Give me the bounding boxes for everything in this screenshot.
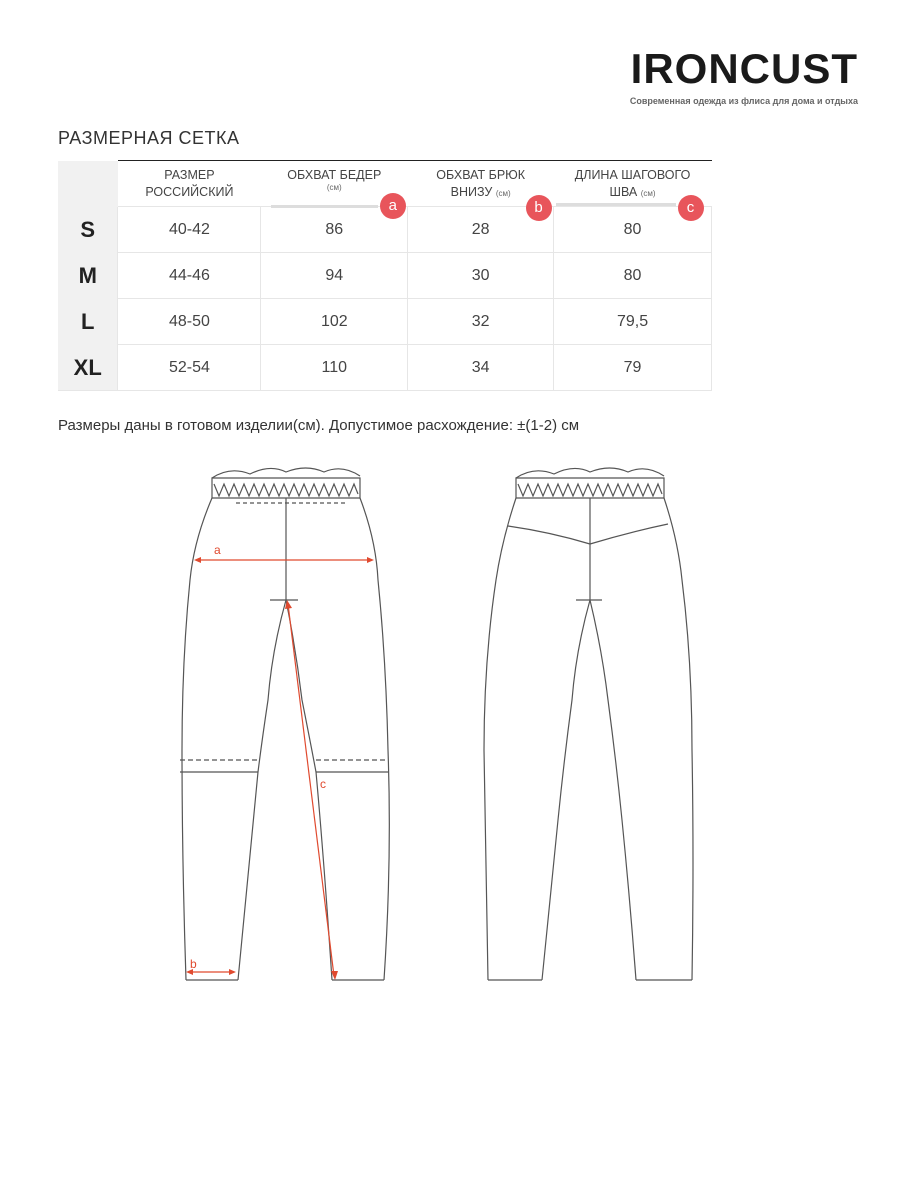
bottom-cell: 28: [408, 207, 554, 253]
size-ru-cell: 44-46: [118, 253, 261, 299]
header-hip-line1: ОБХВАТ БЕДЕР: [287, 168, 382, 182]
hip-cell: 110: [261, 345, 408, 391]
inseam-cell: 79,5: [554, 299, 712, 345]
measurement-note: Размеры даны в готовом изделии(см). Допустимое расхождение: ±(1-2) см: [58, 417, 580, 434]
table-row: [58, 299, 712, 345]
page-title: РАЗМЕРНАЯ СЕТКА: [58, 128, 240, 148]
header-inseam: [554, 161, 712, 216]
header-size-ru: [118, 161, 261, 207]
arrow-a-left: [194, 557, 201, 563]
header-bottom-unit: (см): [495, 189, 511, 198]
size-table: [58, 160, 712, 391]
header-corner: [58, 161, 118, 207]
size-letter: L: [58, 299, 118, 345]
badge-c: c: [678, 195, 704, 221]
size-ru-cell: 40-42: [118, 207, 261, 253]
header-size-ru-line2: РОССИЙСКИЙ: [145, 185, 234, 199]
hip-cell: 94: [261, 253, 408, 299]
pants-back-outline: [484, 468, 693, 980]
header-hip: [261, 161, 408, 214]
header-bottom: [408, 161, 554, 216]
inseam-cell: 80: [554, 253, 712, 299]
header-hip-unit: (см): [326, 183, 342, 192]
brand-logo: [600, 45, 858, 106]
inseam-cell: 79: [554, 345, 712, 391]
table-header-row: [58, 161, 712, 207]
measure-line-c: [288, 604, 334, 976]
table-row: [58, 253, 712, 299]
badge-b: b: [526, 195, 552, 221]
inseam-cell: 80: [554, 207, 712, 253]
header-inseam-unit: (см): [640, 189, 656, 198]
pants-diagram: [170, 460, 730, 1000]
bottom-cell: 34: [408, 345, 554, 391]
label-a: a: [214, 543, 221, 557]
hip-cell: 102: [261, 299, 408, 345]
bottom-cell: 30: [408, 253, 554, 299]
header-inseam-underline: [556, 203, 676, 206]
header-bottom-line2: ВНИЗУ: [450, 185, 493, 199]
size-ru-cell: 52-54: [118, 345, 261, 391]
table-row: [58, 345, 712, 391]
label-b: b: [190, 957, 197, 971]
bottom-cell: 32: [408, 299, 554, 345]
size-letter: XL: [58, 345, 118, 391]
pants-front-outline: [180, 468, 389, 980]
arrow-b-right: [229, 969, 236, 975]
header-size-ru-line1: РАЗМЕР: [164, 168, 215, 182]
brand-tagline: Современная одежда из флиса для дома и отдыха: [629, 96, 858, 106]
arrow-a-right: [367, 557, 374, 563]
badge-a: a: [380, 193, 406, 219]
header-hip-underline: [271, 205, 378, 208]
brand-name: IRONCUST: [630, 45, 858, 92]
hip-cell: 86: [261, 207, 408, 253]
size-ru-cell: 48-50: [118, 299, 261, 345]
size-letter: S: [58, 207, 118, 253]
size-letter: M: [58, 253, 118, 299]
header-inseam-line2: ШВА: [609, 185, 638, 199]
label-c: c: [320, 777, 326, 791]
header-bottom-line1: ОБХВАТ БРЮК: [436, 168, 526, 182]
header-inseam-line1: ДЛИНА ШАГОВОГО: [574, 168, 691, 182]
measurement-markers: [186, 557, 374, 980]
